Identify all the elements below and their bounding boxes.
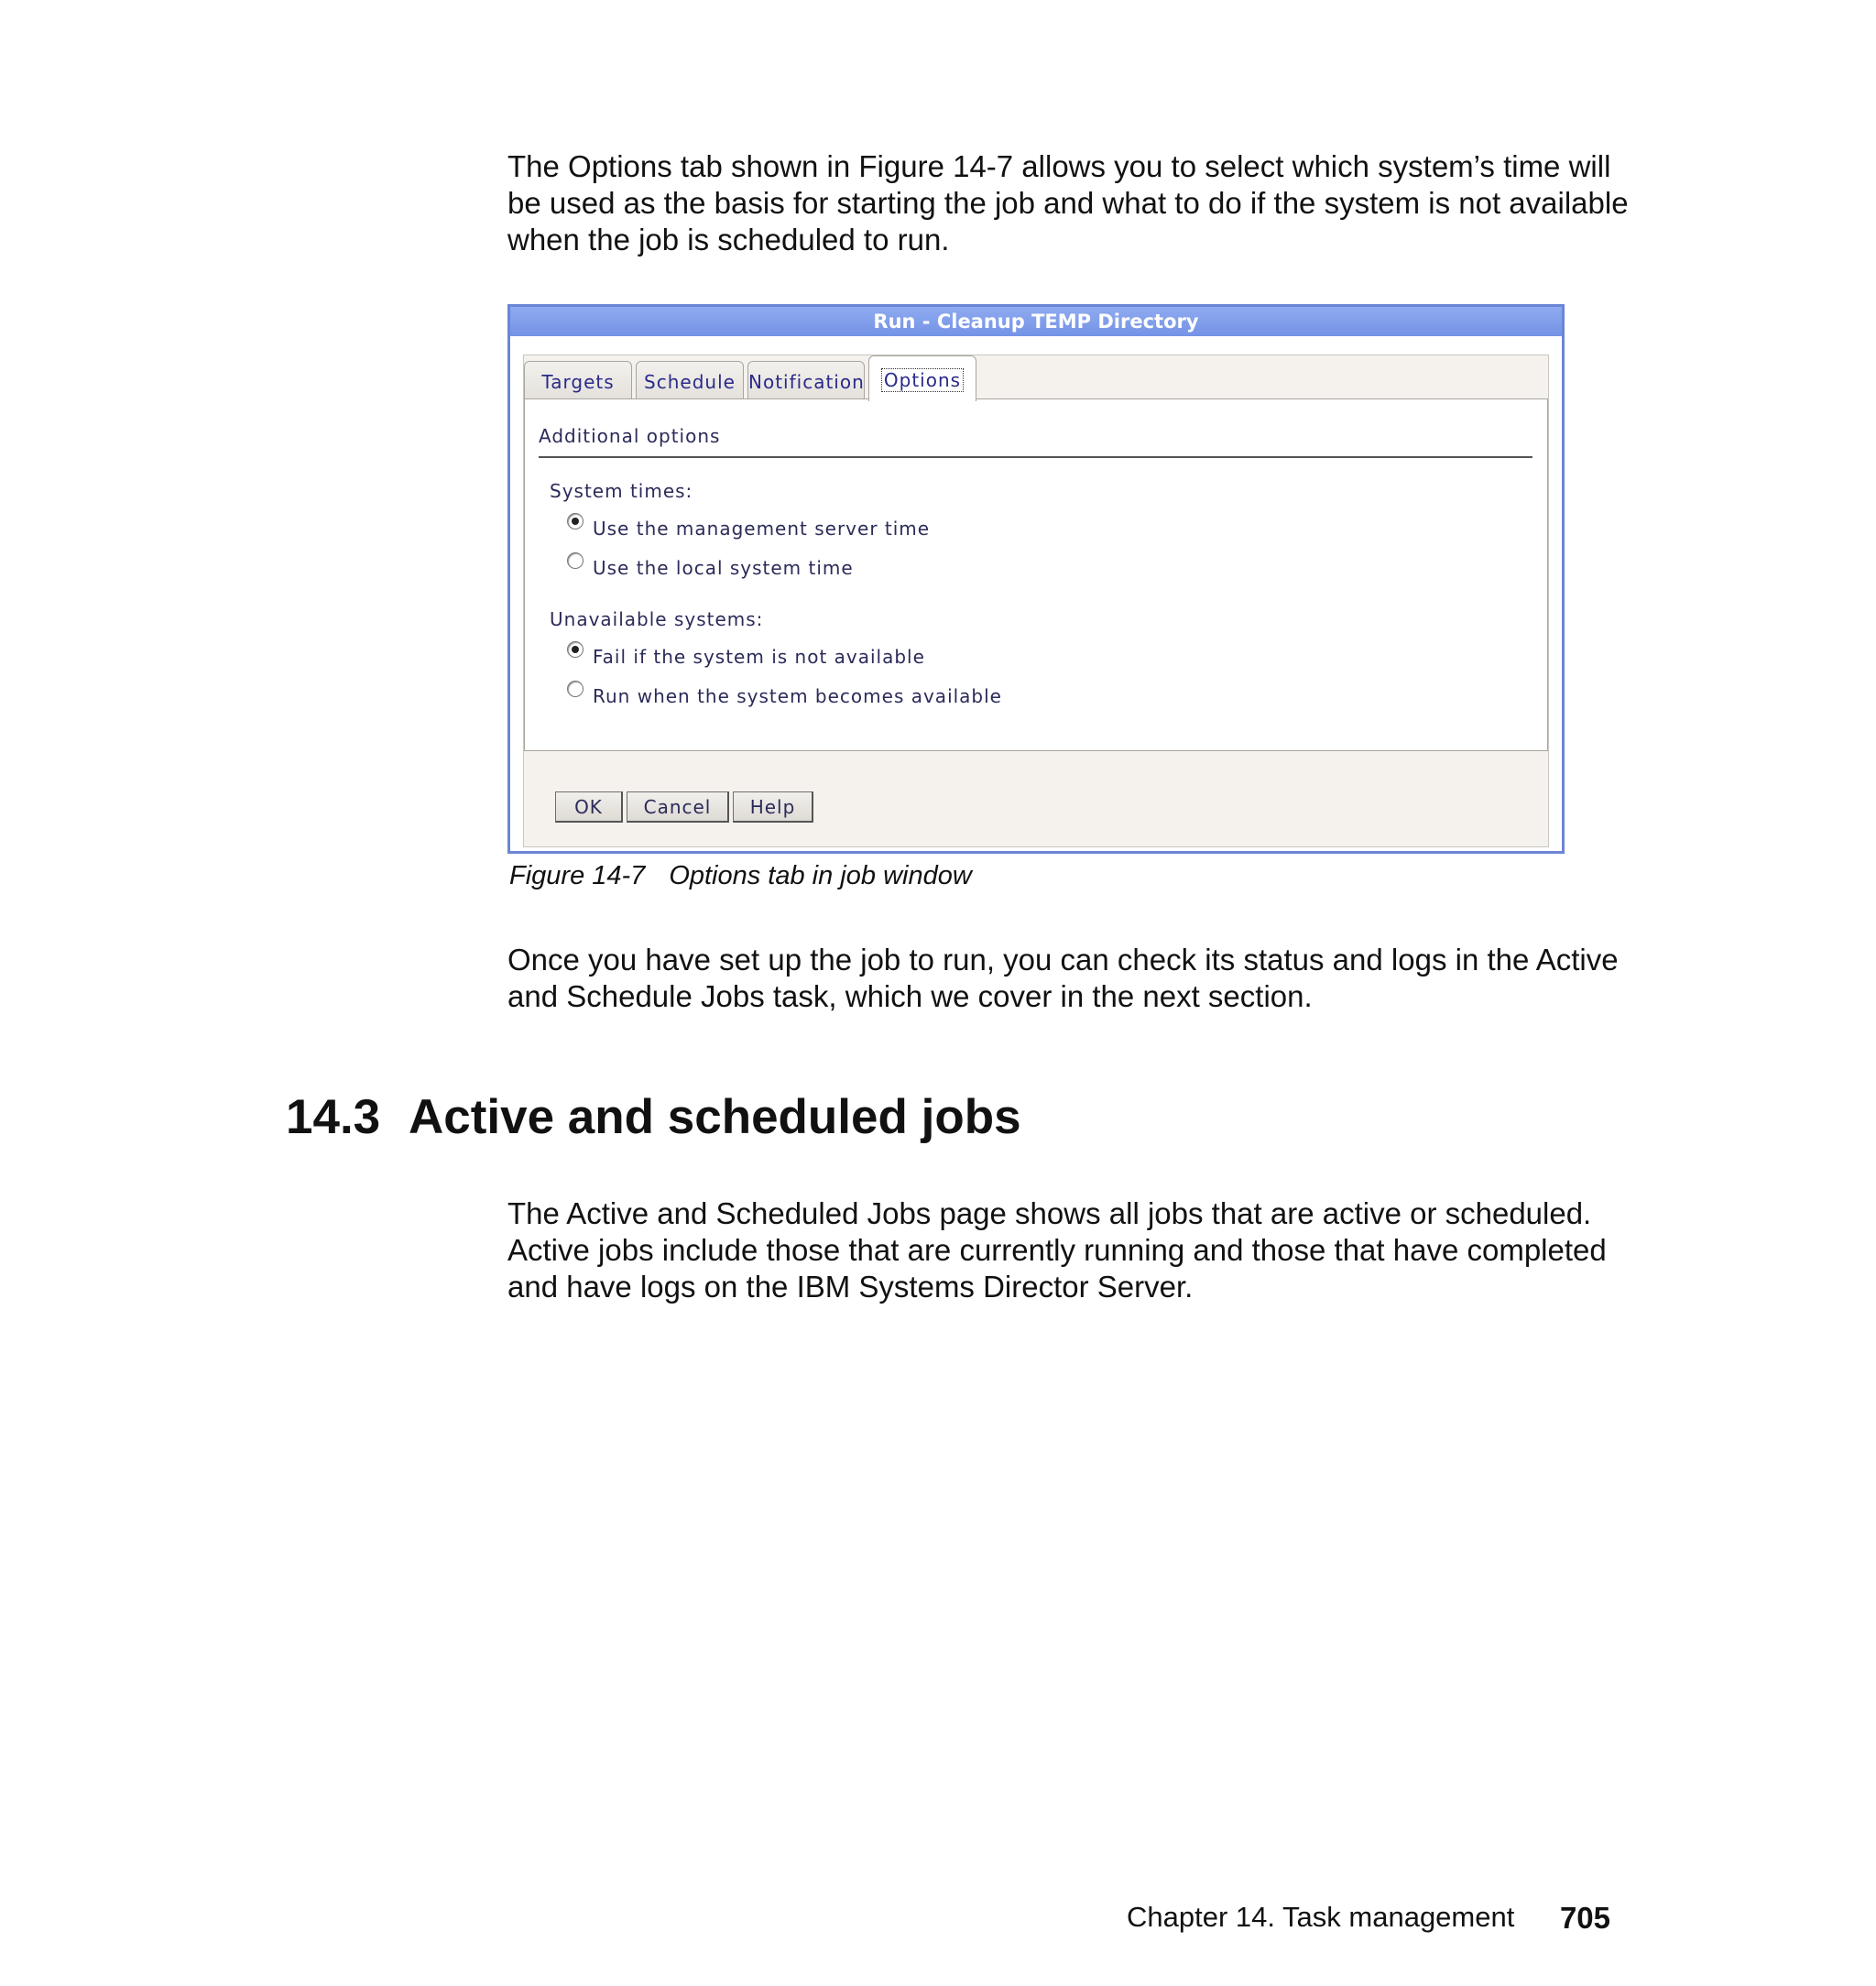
job-window bbox=[507, 304, 1565, 854]
radio-label: Use the local system time bbox=[593, 557, 854, 579]
page-number: 705 bbox=[1559, 1901, 1610, 1935]
section-number: 14.3 bbox=[286, 1090, 381, 1144]
unavailable-systems-label: Unavailable systems: bbox=[550, 608, 764, 630]
radio-fail-if-unavailable[interactable] bbox=[567, 641, 925, 669]
dialog-panel bbox=[523, 355, 1549, 847]
footer-chapter: Chapter 14. Task management bbox=[1127, 1901, 1515, 1933]
section-title: Active and scheduled jobs bbox=[409, 1090, 1021, 1144]
radio-local-system-time[interactable] bbox=[567, 552, 854, 580]
section-body-paragraph: The Active and Scheduled Jobs page shows all jobs that are active or scheduled. Active jobs include those that are currently running and those that have completed and have logs on the IBM Systems Director Server. bbox=[507, 1196, 1607, 1304]
tab-targets[interactable] bbox=[524, 361, 632, 399]
radio-checked-icon[interactable] bbox=[567, 513, 584, 529]
radio-label: Fail if the system is not available bbox=[593, 646, 925, 668]
intro-paragraph: The Options tab shown in Figure 14-7 allows you to select which system’s time will be used as the basis for starting the job and what to do if the system is not available when the job is scheduled to run. bbox=[507, 149, 1629, 256]
window-title: Run - Cleanup TEMP Directory bbox=[510, 307, 1562, 336]
additional-options-heading: Additional options bbox=[539, 425, 1532, 458]
figure-number: Figure 14-7 bbox=[509, 861, 646, 890]
options-content bbox=[524, 398, 1548, 751]
radio-management-server-time[interactable] bbox=[567, 513, 930, 540]
tab-label: Targets bbox=[541, 371, 615, 393]
figure-caption-text: Options tab in job window bbox=[669, 861, 972, 890]
tab-label: Notification bbox=[748, 371, 865, 393]
radio-label: Use the management server time bbox=[593, 518, 931, 540]
tab-bar bbox=[524, 355, 1548, 399]
tab-label: Options bbox=[883, 369, 962, 391]
section-heading bbox=[286, 1088, 1021, 1147]
radio-unchecked-icon[interactable] bbox=[567, 552, 584, 569]
radio-run-when-available[interactable] bbox=[567, 681, 1002, 708]
cancel-button[interactable]: Cancel bbox=[627, 791, 729, 823]
help-button[interactable]: Help bbox=[733, 791, 813, 823]
radio-label: Run when the system becomes available bbox=[593, 685, 1002, 707]
after-figure-paragraph: Once you have set up the job to run, you can check its status and logs in the Active and Schedule Jobs task, which we cover in the next section. bbox=[507, 943, 1619, 1013]
tab-notification[interactable] bbox=[747, 361, 865, 399]
tab-label: Schedule bbox=[644, 371, 736, 393]
figure-caption bbox=[509, 861, 972, 891]
tab-schedule[interactable] bbox=[636, 361, 744, 399]
tab-options[interactable] bbox=[868, 355, 976, 401]
system-times-label: System times: bbox=[550, 480, 693, 502]
radio-checked-icon[interactable] bbox=[567, 641, 584, 658]
radio-unchecked-icon[interactable] bbox=[567, 681, 584, 697]
ok-button[interactable]: OK bbox=[555, 791, 623, 823]
